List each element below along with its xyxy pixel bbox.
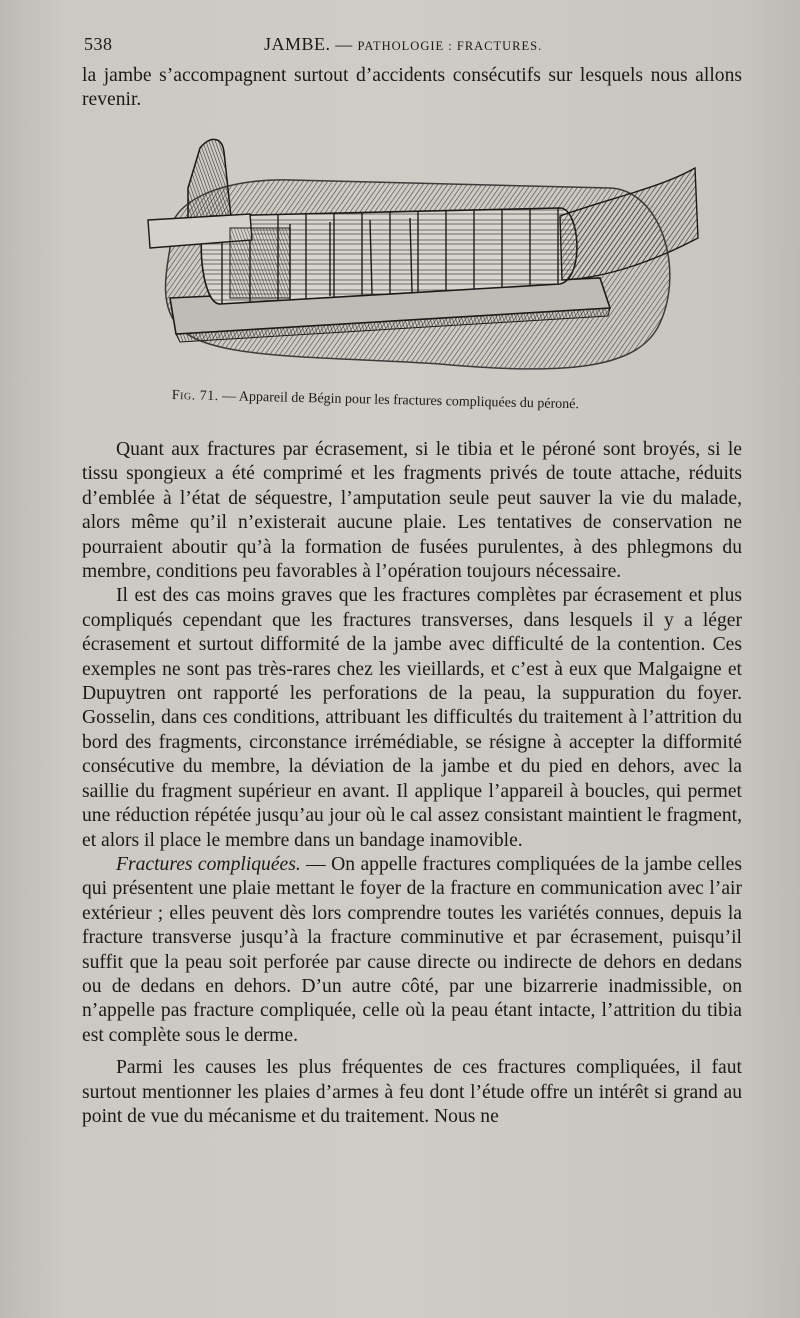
figure-label: Fig. 71. — [171, 388, 219, 405]
running-head-main: JAMBE. — [264, 34, 331, 54]
paragraph-causes: Parmi les causes les plus fréquentes de ces fractures compliquées, il faut surtout mentionner les plaies d’armes à feu dont l’étude offre un intérêt si grand au point de vue du mécanisme et du traitement. Nous ne — [82, 1057, 742, 1127]
figure-caption — [172, 388, 579, 413]
running-head-sub: PATHOLOGIE : FRACTURES. — [357, 39, 543, 53]
page-number: 538 — [84, 34, 113, 54]
paragraph-ecrasement: Quant aux fractures par écrasement, si le tibia et le péroné sont broyés, si le tissu spongieux a été comprimé et les fragments privés de toute attache, réduits d’emblée à l’état de séquestre, l’amputation seule peut sauver la vie du malade, alors même qu’il n’existerait aucune plaie. Les tentatives de conservation ne pourraient aboutir qu’à la formation de fusées purulentes, à des phlegmons du membre, conditions peu favorables à l’opération toujours nécessaire. — [82, 439, 742, 583]
paragraph-fractures-compliquees — [82, 853, 742, 1048]
figure-caption-text: — Appareil de Bégin pour les fractures compliquées du péroné. — [218, 389, 580, 413]
page-header — [84, 30, 744, 56]
figure-illustration — [140, 128, 700, 386]
running-head-dash: — — [330, 35, 358, 54]
continued-paragraph: la jambe s’accompagnent surtout d’accidents consécutifs sur lesquels nous allons revenir. — [82, 65, 742, 111]
paragraph-italic-lead: Fractures compliquées. — [116, 853, 301, 875]
running-head — [264, 34, 542, 55]
top-text-block — [82, 64, 742, 113]
main-text-block — [82, 438, 742, 1129]
paragraph-cas-moins-graves: Il est des cas moins graves que les fractures complètes par écrasement et plus compliqués cependant que les fractures transverses, dans lesquels il y a léger écrasement et surtout difformité de la jambe avec difficulté de la contention. Ces exemples ne sont pas très-rares chez les vieillards, et c’est à eux que Malgaigne et Dupuytren ont rapporté les perforations de la peau, la suppuration du foyer. Gosselin, dans ces conditions, attribuant les difficultés du traitement à l’attrition du bord des fragments, circonstance irrémédiable, se résigne à accepter la difformité consécutive du membre, la déviation de la jambe et du pied en dehors, avec la saillie du fragment supérieur en avant. Il applique l’appareil à boucles, qui permet une réduction répétée jusqu’au jour où le cal assez consistant maintient le fragment, et alors il place le membre dans un bandage inamovible. — [82, 585, 742, 851]
paragraph-body: — On appelle fractures compliquées de la jambe celles qui présentent une plaie mettant le foyer de la fracture en communication avec l’air extérieur ; elles peuvent dès lors comprendre toutes les variétés connues, depuis la fracture transverse jusqu’à la fracture comminutive et par écrasement, puisqu’il suffit que la peau soit perforée par cause directe ou indirecte de dehors en dedans ou de dedans en dehors. D’un autre côté, par une bizarrerie inadmissible, on n’appelle pas fracture compliquée, celle où la peau étant intacte, l’attrition du tibia est complète sous le derme. — [82, 853, 742, 1046]
